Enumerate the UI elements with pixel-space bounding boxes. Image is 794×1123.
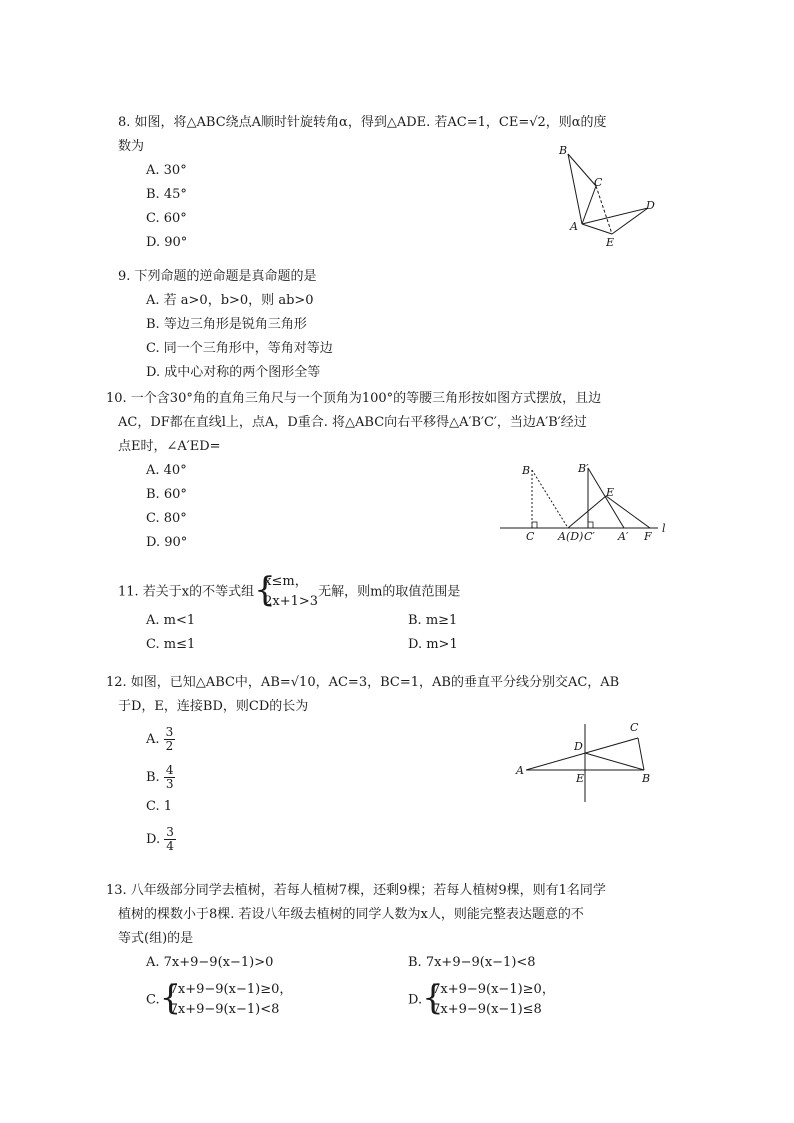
q9-option-c: C. 同一个三角形中，等角对等边: [146, 341, 333, 356]
q12-label-d: D: [574, 740, 583, 753]
q10-option-c: C. 80°: [146, 511, 187, 526]
q13-option-c-system: { 7x+9−9(x−1)≥0， 7x+9−9(x−1)<8: [159, 978, 293, 1018]
q11-option-a: A. m<1: [146, 613, 196, 628]
q8-stem-line2: 数为: [118, 139, 145, 154]
q8-label-a: A: [570, 220, 578, 233]
q13-stem-line3: 等式(组)的是: [118, 931, 194, 946]
q10-stem-line3: 点E时，∠A′ED=: [118, 439, 221, 454]
q8-label-e: E: [606, 236, 615, 249]
q13-stem-line2: 植树的棵数小于8棵. 若设八年级去植树的同学人数为x人，则能完整表达题意的不: [118, 907, 584, 922]
q8-option-b: B. 45°: [146, 187, 187, 202]
q8-stem-line1: 8. 如图，将△ABC绕点A顺时针旋转角α，得到△ADE. 若AC=1，CE=√2，则α的度: [118, 115, 607, 130]
q11-option-b: B. m≥1: [408, 613, 458, 628]
q8-figure: [550, 142, 670, 252]
q10-label-a-prime: A′: [618, 530, 629, 543]
q10-label-c: C: [526, 530, 535, 543]
q10-label-c-prime: C′: [584, 530, 595, 543]
q12-option-d: D. $\frac{3}{4}$: [146, 825, 174, 853]
q9-stem: 9. 下列命题的逆命题是真命题的是: [118, 269, 317, 284]
q11-system-row2: 2x+1>3: [264, 594, 319, 609]
q9-option-d: D. 成中心对称的两个图形全等: [146, 365, 321, 380]
q10-stem-line2: AC，DF都在直线l上，点A，D重合. 将△ABC向右平移得△A′B′C′，当边A′B′经过: [118, 415, 587, 430]
q10-label-b-prime: B′: [578, 462, 589, 475]
q8-label-b: B: [559, 144, 568, 157]
q9-option-b: B. 等边三角形是锐角三角形: [146, 317, 307, 332]
q11-option-d: D. m>1: [408, 637, 458, 652]
q12-label-e: E: [576, 772, 585, 785]
q10-label-a-d: A(D): [558, 530, 584, 543]
q11-stem-prefix: 11. 若关于x的不等式组: [118, 584, 255, 600]
q10-option-b: B. 60°: [146, 487, 187, 502]
q13-option-c: C. { 7x+9−9(x−1)≥0， 7x+9−9(x−1)<8: [146, 978, 293, 1018]
q10-label-b: B: [522, 464, 531, 477]
q12-stem-line1: 12. 如图，已知△ABC中，AB=√10，AC=3，BC=1，AB的垂直平分线分别交AC，AB: [106, 675, 620, 690]
q12-label-b: B: [642, 772, 651, 785]
q12-stem-line2: 于D，E，连接BD，则CD的长为: [118, 699, 309, 714]
q12-option-b-fraction: $\frac{4}{3}$: [165, 763, 174, 791]
q10-option-a: A. 40°: [146, 463, 187, 478]
q8-option-c: C. 60°: [146, 211, 187, 226]
q11-stem: [118, 572, 460, 612]
q12-option-b: B. $\frac{4}{3}$: [146, 763, 174, 791]
q8-option-d: D. 90°: [146, 235, 188, 250]
q8-label-c: C: [594, 176, 603, 189]
q10-option-d: D. 90°: [146, 535, 188, 550]
q11-inequality-system: { x≤m， 2x+1>3: [254, 570, 319, 610]
q10-label-e: E: [606, 486, 615, 499]
q12-label-c: C: [630, 721, 639, 734]
q12-option-a: A. $\frac{3}{2}$: [146, 725, 174, 753]
q11-stem-suffix: 无解，则m的取值范围是: [318, 584, 461, 600]
q10-stem-line1: 10. 一个含30°角的直角三角尺与一个顶角为100°的等腰三角形按如图方式摆放，且边: [106, 391, 602, 406]
q12-figure: [512, 716, 672, 806]
q8-option-a: A. 30°: [146, 163, 187, 178]
q13-option-b: B. 7x+9−9(x−1)<8: [408, 955, 536, 970]
q11-option-c: C. m≤1: [146, 637, 196, 652]
q12-label-a: A: [516, 764, 524, 777]
q10-label-l: l: [662, 522, 666, 535]
q12-option-d-fraction: $\frac{3}{4}$: [166, 825, 174, 853]
q12-option-a-fraction: $\frac{3}{2}$: [165, 725, 174, 753]
q10-figure: [496, 458, 676, 544]
q9-option-a: A. 若 a>0，b>0，则 ab>0: [146, 293, 314, 308]
q13-stem-line1: 13. 八年级部分同学去植树，若每人植树7棵，还剩9棵；若每人植树9棵，则有1名同学: [106, 883, 606, 898]
q10-label-f: F: [644, 530, 652, 543]
q12-option-c: C. 1: [146, 799, 173, 814]
q13-option-d: D. { 7x+9−9(x−1)≥0， 7x+9−9(x−1)≤8: [408, 978, 555, 1018]
q13-option-d-system: { 7x+9−9(x−1)≥0， 7x+9−9(x−1)≤8: [422, 978, 555, 1018]
q11-system-row1: x≤m，: [264, 574, 308, 589]
q13-option-a: A. 7x+9−9(x−1)>0: [146, 955, 274, 970]
q8-label-d: D: [646, 199, 655, 212]
